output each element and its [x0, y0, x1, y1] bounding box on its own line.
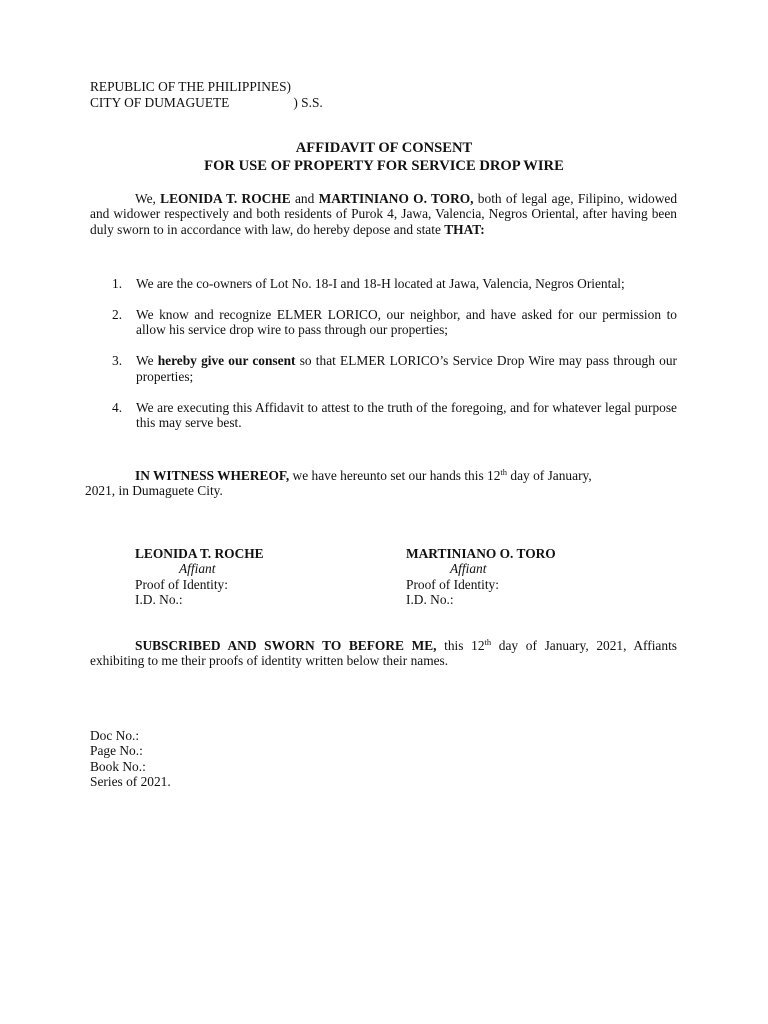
list-item — [90, 400, 677, 431]
item-text: We are the co-owners of Lot No. 18-I and 18-H located at Jawa, Valencia, Negros Oriental; — [136, 276, 625, 291]
item-text-bold: hereby give our consent — [157, 353, 296, 369]
witness-text-2: day of January, — [507, 468, 592, 483]
signatory-role: Affiant — [179, 561, 216, 577]
book-no-label: Book No.: — [90, 758, 146, 774]
document-subtitle: FOR USE OF PROPERTY FOR SERVICE DROP WIRE — [204, 158, 564, 174]
proof-of-identity-label: Proof of Identity: — [406, 576, 499, 592]
venue-block — [90, 79, 323, 110]
item-text-pre: We — [136, 353, 158, 369]
proof-of-identity-label: Proof of Identity: — [135, 576, 228, 592]
witness-text-1: we have hereunto set our hands this 12 — [289, 468, 501, 483]
intro-that: THAT: — [444, 221, 485, 237]
item-number: 1. — [112, 276, 123, 291]
intro-we: We, — [135, 191, 161, 206]
signature-block-2 — [406, 546, 556, 608]
witness-heading: IN WITNESS WHEREOF, — [135, 468, 290, 483]
venue-line-city — [90, 95, 323, 111]
signatory-name: MARTINIANO O. TORO — [406, 546, 556, 561]
witness-text-3: 2021, in Dumaguete City. — [85, 483, 223, 499]
id-number-label: I.D. No.: — [135, 592, 183, 608]
signatory-role: Affiant — [450, 561, 487, 577]
item-text: We are executing this Affidavit to attest to the truth of the foregoing, and for whatever legal purpose this may serve best. — [136, 399, 677, 430]
witness-ordinal: th — [500, 467, 508, 477]
venue-line-republic: REPUBLIC OF THE PHILIPPINES) — [90, 79, 292, 94]
item-text: We know and recognize ELMER LORICO, our neighbor, and have asked for our permission to allow his service drop wire to pass through our properties; — [136, 306, 677, 338]
intro-and: and — [290, 191, 319, 206]
jurat-heading: SUBSCRIBED AND SWORN TO BEFORE ME, — [135, 638, 437, 653]
jurat-ordinal: th — [484, 637, 492, 647]
item-number: 2. — [112, 306, 123, 322]
item-number: 4. — [112, 399, 123, 415]
witness-paragraph — [85, 467, 677, 499]
doc-no-label: Doc No.: — [90, 728, 140, 743]
affiant-1-name: LEONIDA T. ROCHE — [160, 191, 291, 206]
document-title: AFFIDAVIT OF CONSENT — [295, 140, 473, 156]
page-no-label: Page No.: — [90, 743, 143, 759]
list-item — [90, 307, 677, 338]
jurat-paragraph — [90, 638, 677, 669]
list-item — [90, 276, 677, 291]
item-text: so that ELMER LORICO’s Service Drop Wire may pass through our properties; — [136, 353, 677, 384]
list-item — [90, 353, 677, 384]
jurat-text-2: day of January, 2021, Affiants exhibiting to me their proofs of identity written below their names. — [90, 638, 678, 669]
signature-block-1 — [135, 546, 264, 608]
statement-list — [90, 276, 677, 446]
affiant-2-name: MARTINIANO O. TORO, — [318, 191, 474, 206]
jurat-text-1: this 12 — [436, 638, 485, 653]
item-number: 3. — [112, 353, 123, 369]
venue-ss: ) S.S. — [293, 94, 323, 110]
venue-city-label: CITY OF DUMAGUETE — [90, 94, 230, 110]
series-label: Series of 2021. — [90, 774, 171, 790]
intro-rest: both of legal age, Filipino, widowed and widower respectively and both residents of Purok 4, Jawa, Valencia, Negros Oriental, after having been duly sworn to in accordance with law, do hereby depose and state — [90, 191, 678, 237]
signatory-name: LEONIDA T. ROCHE — [135, 546, 264, 561]
id-number-label: I.D. No.: — [406, 592, 454, 608]
intro-paragraph — [90, 191, 677, 237]
notarial-register — [90, 728, 171, 790]
